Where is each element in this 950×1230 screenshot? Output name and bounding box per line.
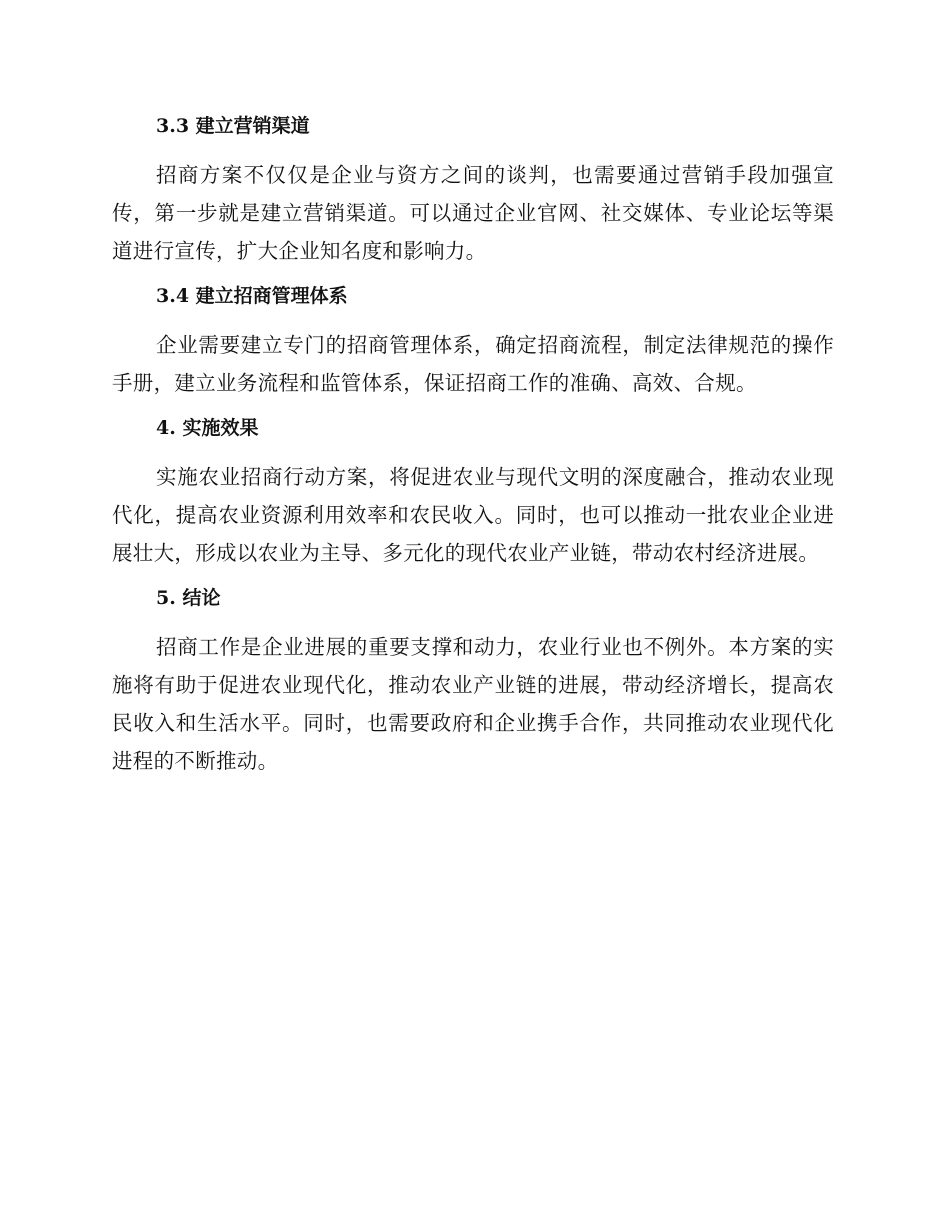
section-body-3-4: 企业需要建立专门的招商管理体系，确定招商流程，制定法律规范的操作手册，建立业务流程和监管体系，保证招商工作的准确、高效、合规。 — [112, 333, 834, 395]
section-heading-3-3: 3.3 建立营销渠道 — [156, 115, 310, 137]
section-heading-3-4: 3.4 建立招商管理体系 — [156, 285, 348, 307]
document-page — [112, 108, 834, 780]
section-heading-4: 4. 实施效果 — [156, 417, 259, 439]
section-body-5: 招商工作是企业进展的重要支撑和动力，农业行业也不例外。本方案的实施将有助于促进农业现代化，推动农业产业链的进展，带动经济增长，提高农民收入和生活水平。同时，也需要政府和企业携手合作，共同推动农业现代化进程的不断推动。 — [112, 635, 834, 773]
section-heading-5: 5. 结论 — [156, 587, 221, 609]
section-body-4: 实施农业招商行动方案，将促进农业与现代文明的深度融合，推动农业现代化，提高农业资源利用效率和农民收入。同时，也可以推动一批农业企业进展壮大，形成以农业为主导、多元化的现代农业产业链，带动农村经济进展。 — [112, 465, 834, 565]
section-body-3-3: 招商方案不仅仅是企业与资方之间的谈判，也需要通过营销手段加强宣传，第一步就是建立营销渠道。可以通过企业官网、社交媒体、专业论坛等渠道进行宣传，扩大企业知名度和影响力。 — [112, 163, 834, 263]
